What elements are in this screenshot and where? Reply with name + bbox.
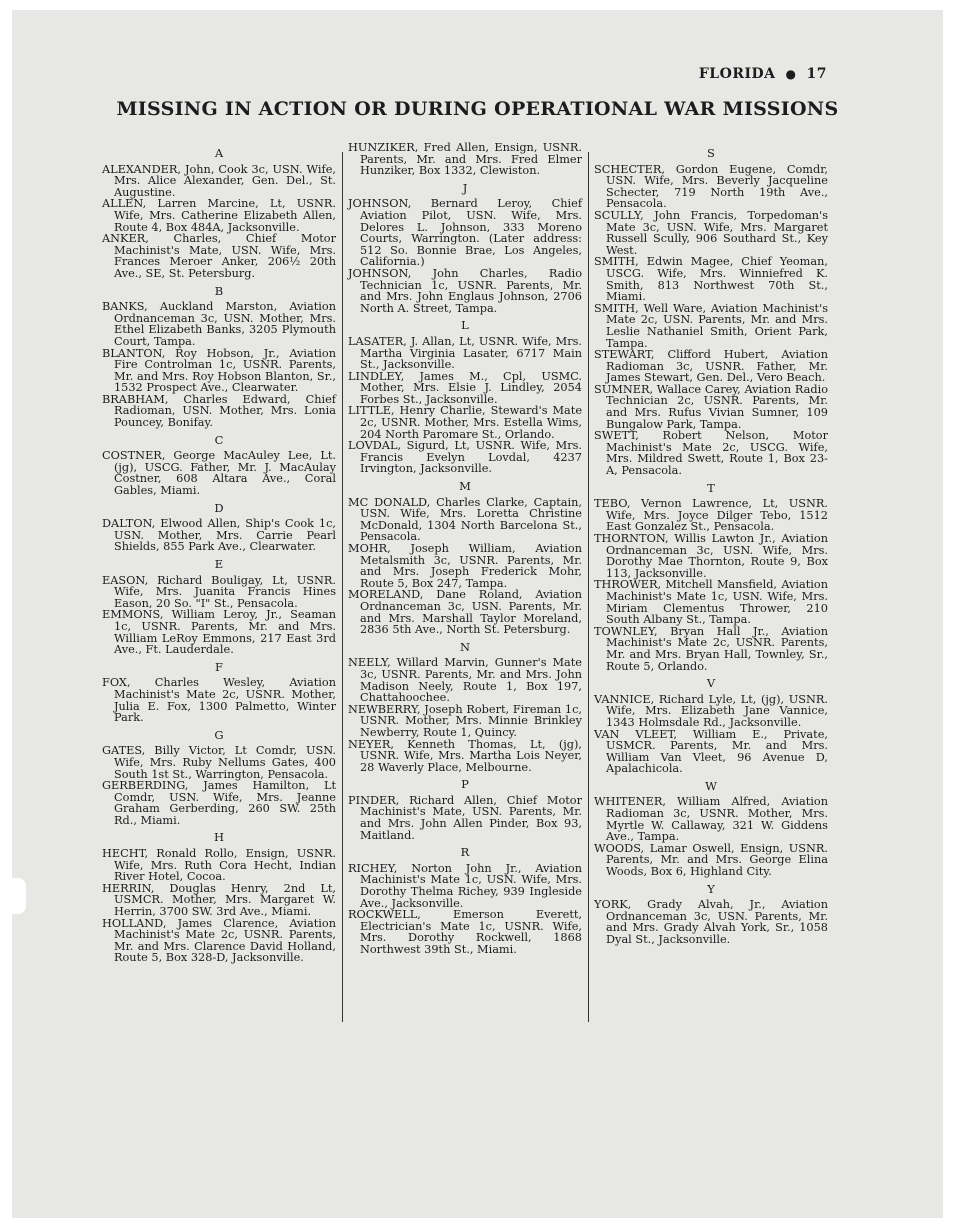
casualty-entry: HOLLAND, James Clarence, Aviation Machinist's Mate 2c, USNR. Parents, Mr. and Mrs. Clarence David Holland, Route 5, Box 328-D, Jacksonville. [102,916,336,965]
section-letter: R [460,845,470,860]
section-letter: P [461,777,469,792]
casualty-entry: SCHECTER, Gordon Eugene, Comdr, USN. Wife, Mrs. Beverly Jacqueline Schecter, 719 North 19th Ave., Pensacola. [594,162,828,211]
section-letter: H [213,830,225,845]
page-title: MISSING IN ACTION OR DURING OPERATIONAL WAR MISSIONS [116,98,839,120]
casualty-entry: EASON, Richard Bouligay, Lt, USNR. Wife, Mrs. Juanita Francis Hines Eason, 20 So. "I" St., Pensacola. [102,573,336,610]
casualty-entry: GERBERDING, James Hamilton, Lt Comdr, USN. Wife, Mrs. Jeanne Graham Gerberding, 260 SW. 25th Rd., Miami. [102,779,336,827]
section-letter: D [214,500,224,515]
casualty-entry: BANKS, Auckland Marston, Aviation Ordnanceman 3c, USN. Mother, Mrs. Ethel Elizabeth Banks, 3205 Plymouth Court, Tampa. [102,300,336,348]
casualty-entry: TOWNLEY, Bryan Hall Jr., Aviation Machinist's Mate 2c, USNR. Parents, Mr. and Mrs. Bryan Hall, Townley, Sr., Route 5, Orlando. [594,624,828,673]
casualty-entry: SUMNER, Wallace Carey, Aviation Radio Technician 2c, USNR. Parents, Mr. and Mrs. Rufus Vivian Sumner, 109 Bungalow Park, Tampa. [594,382,828,431]
casualty-entry: ANKER, Charles, Chief Motor Machinist's Mate, USN. Wife, Mrs. Frances Meroer Anker, 206½ 20th Ave., SE, St. Petersburg. [102,232,336,280]
casualty-entry: MOHR, Joseph William, Aviation Metalsmith 3c, USNR. Parents, Mr. and Mrs. Joseph Frederick Mohr, Route 5, Box 247, Tampa. [348,542,582,590]
casualty-entry: SCULLY, John Francis, Torpedoman's Mate 3c, USN. Wife, Mrs. Margaret Russell Scully, 906 Southard St., Key West. [594,208,828,257]
casualty-entry: VAN VLEET, William E., Private, USMCR. Parents, Mr. and Mrs. William Van Vleet, 96 Avenue D, Apalachicola. [594,727,828,776]
casualty-entry: ROCKWELL, Emerson Everett, Electrician's Mate 1c, USNR. Wife, Mrs. Dorothy Rockwell, 1868 Northwest 39th St., Miami. [348,908,582,956]
column-2 [348,142,582,956]
page-number: 17 [806,66,827,82]
column-1 [102,142,336,964]
casualty-entry: COSTNER, George MacAuley Lee, Lt. (jg), USCG. Father, Mr. J. MacAulay Costner, 608 Altara Ave., Coral Gables, Miami. [102,449,336,498]
casualty-entry: ALLEN, Larren Marcine, Lt, USNR. Wife, Mrs. Catherine Elizabeth Allen, Route 4, Box 484A, Jacksonville. [102,197,336,234]
casualty-entry: BRABHAM, Charles Edward, Chief Radioman, USN. Mother, Mrs. Lonia Pouncey, Bonifay. [102,392,336,430]
casualty-entry: GATES, Billy Victor, Lt Comdr, USN. Wife, Mrs. Ruby Nellums Gates, 400 South 1st St., Warrington, Pensacola. [102,744,336,781]
casualty-entry: JOHNSON, Bernard Leroy, Chief Aviation Pilot, USN. Wife, Mrs. Delores L. Johnson, 333 Moreno Courts, Warrington. (Later address: 512 So. Bonnie Brae, Los Angeles, California.) [348,197,582,269]
casualty-entry: EMMONS, William Leroy, Jr., Seaman 1c, USNR. Parents, Mr. and Mrs. William LeRoy Emmons, 217 East 3rd Ave., Ft. Lauderdale. [102,608,336,657]
section-letter: F [215,659,223,674]
casualty-entry: LASATER, J. Allan, Lt, USNR. Wife, Mrs. Martha Virginia Lasater, 6717 Main St., Jacksonville. [348,334,582,372]
casualty-entry: NEELY, Willard Marvin, Gunner's Mate 3c, USNR. Parents, Mr. and Mrs. John Madison Neely, Route 1, Box 197, Chattahoochee. [348,656,582,705]
casualty-entry: WHITENER, William Alfred, Aviation Radioman 3c, USNR. Mother, Mrs. Myrtle W. Callaway, 321 W. Giddens Ave., Tampa. [594,795,828,844]
section-letter: M [459,479,471,494]
casualty-entry: SWETT, Robert Nelson, Motor Machinist's Mate 2c, USCG. Wife, Mrs. Mildred Swett, Route 1, Box 23-A, Pensacola. [594,429,828,478]
casualty-entry: ALEXANDER, John, Cook 3c, USN. Wife, Mrs. Alice Alexander, Gen. Del., St. Augustine. [102,162,336,199]
casualty-entry: YORK, Grady Alvah, Jr., Aviation Ordnanceman 3c, USN. Parents, Mr. and Mrs. Grady Alvah York, Sr., 1058 Dyal St., Jacksonville. [594,898,828,946]
casualty-entry: PINDER, Richard Allen, Chief Motor Machinist's Mate, USN. Parents, Mr. and Mrs. John Allen Pinder, Box 93, Maitland. [348,793,582,842]
section-letter: J [462,180,468,195]
casualty-entry: STEWART, Clifford Hubert, Aviation Radioman 3c, USNR. Father, Mr. James Stewart, Gen. Del., Vero Beach. [594,348,828,385]
bullet-separator: ● [785,67,797,81]
section-letter: S [707,146,715,160]
section-letter: W [705,778,717,793]
casualty-entry: SMITH, Edwin Magee, Chief Yeoman, USCG. Wife, Mrs. Winniefred K. Smith, 813 Northwest 70th St., Miami. [594,255,828,304]
section-letter: N [459,639,471,654]
casualty-entry: LINDLEY, James M., Cpl, USMC. Mother, Mrs. Elsie J. Lindley, 2054 Forbes St., Jacksonville. [348,369,582,406]
state-name: FLORIDA [698,66,776,82]
section-letter: T [707,480,715,495]
casualty-entry: WOODS, Lamar Oswell, Ensign, USNR. Parents, Mr. and Mrs. George Elina Woods, Box 6, Highland City. [594,841,828,879]
casualty-entry: THROWER, Mitchell Mansfield, Aviation Machinist's Mate 1c, USN. Wife, Mrs. Miriam Clementus Thrower, 210 South Albany St., Tampa. [594,578,828,627]
section-letter: C [214,432,224,447]
casualty-entry: NEYER, Kenneth Thomas, Lt, (jg), USNR. Wife, Mrs. Martha Lois Neyer, 28 Waverly Place, Melbourne. [348,737,582,774]
section-letter: L [461,318,469,333]
casualty-entry: MORELAND, Dane Roland, Aviation Ordnanceman 3c, USN. Parents, Mr. and Mrs. Marshall Taylor Moreland, 2836 5th Ave., North St. Petersburg. [348,588,582,637]
section-letter: Y [707,881,715,896]
section-letter: E [214,557,224,571]
section-letter: A [214,146,224,160]
section-letter: B [214,283,224,298]
casualty-entry: VANNICE, Richard Lyle, Lt, (jg), USNR. Wife, Mrs. Elizabeth Jane Vannice, 1343 Holmsdale Rd., Jacksonville. [594,692,828,729]
running-header [699,66,827,82]
casualty-entry: TEBO, Vernon Lawrence, Lt, USNR. Wife, Mrs. Joyce Dilger Tebo, 1512 East Gonzalez St., Pensacola. [594,497,828,534]
casualty-entry: HERRIN, Douglas Henry, 2nd Lt, USMCR. Mother, Mrs. Margaret W. Herrin, 3700 SW. 3rd Ave., Miami. [102,881,336,919]
casualty-entry: SMITH, Well Ware, Aviation Machinist's Mate 2c, USN. Parents, Mr. and Mrs. Leslie Nathaniel Smith, Orient Park, Tampa. [594,301,828,350]
casualty-entry: RICHEY, Norton John Jr., Aviation Machinist's Mate 1c, USN. Wife, Mrs. Dorothy Thelma Richey, 939 Ingleside Ave., Jacksonville. [348,861,582,910]
casualty-entry: THORNTON, Willis Lawton Jr., Aviation Ordnanceman 3c, USN. Wife, Mrs. Dorothy Mae Thornton, Route 9, Box 113, Jacksonville. [594,532,828,580]
casualty-entry: DALTON, Elwood Allen, Ship's Cook 1c, USN. Mother, Mrs. Carrie Pearl Shields, 855 Park Ave., Clearwater. [102,517,336,554]
column-divider [588,152,589,1022]
section-letter: G [214,727,224,742]
casualty-entry: HUNZIKER, Fred Allen, Ensign, USNR. Parents, Mr. and Mrs. Fred Elmer Hunziker, Box 1332, Clewiston. [348,141,582,178]
casualty-entry: LITTLE, Henry Charlie, Steward's Mate 2c, USNR. Mother, Mrs. Estella Wims, 204 North Paromare St., Orlando. [348,404,582,441]
section-letter: V [706,676,716,691]
column-3 [594,142,828,946]
casualty-entry: MC DONALD, Charles Clarke, Captain, USN. Wife, Mrs. Loretta Christine McDonald, 1304 North Barcelona St., Pensacola. [348,495,582,544]
casualty-entry: JOHNSON, John Charles, Radio Technician 1c, USNR. Parents, Mr. and Mrs. John Englaus Johnson, 2706 North A. Street, Tampa. [348,266,582,315]
casualty-entry: HECHT, Ronald Rollo, Ensign, USNR. Wife, Mrs. Ruth Cora Hecht, Indian River Hotel, Cocoa. [102,847,336,884]
casualty-entry: NEWBERRY, Joseph Robert, Fireman 1c, USNR. Mother, Mrs. Minnie Brinkley Newberry, Route 1, Quincy. [348,702,582,739]
document-page [12,10,943,1218]
casualty-entry: LOVDAL, Sigurd, Lt, USNR. Wife, Mrs. Francis Evelyn Lovdal, 4237 Irvington, Jacksonville. [348,439,582,476]
casualty-entry: FOX, Charles Wesley, Aviation Machinist's Mate 2c, USNR. Mother, Julia E. Fox, 1300 Palmetto, Winter Park. [102,676,336,725]
column-divider [342,152,343,1022]
casualty-entry: BLANTON, Roy Hobson, Jr., Aviation Fire Controlman 1c, USNR. Parents, Mr. and Mrs. Roy Hobson Blanton, Sr., 1532 Prospect Ave., Clearwater. [102,346,336,395]
punch-hole [12,878,26,914]
